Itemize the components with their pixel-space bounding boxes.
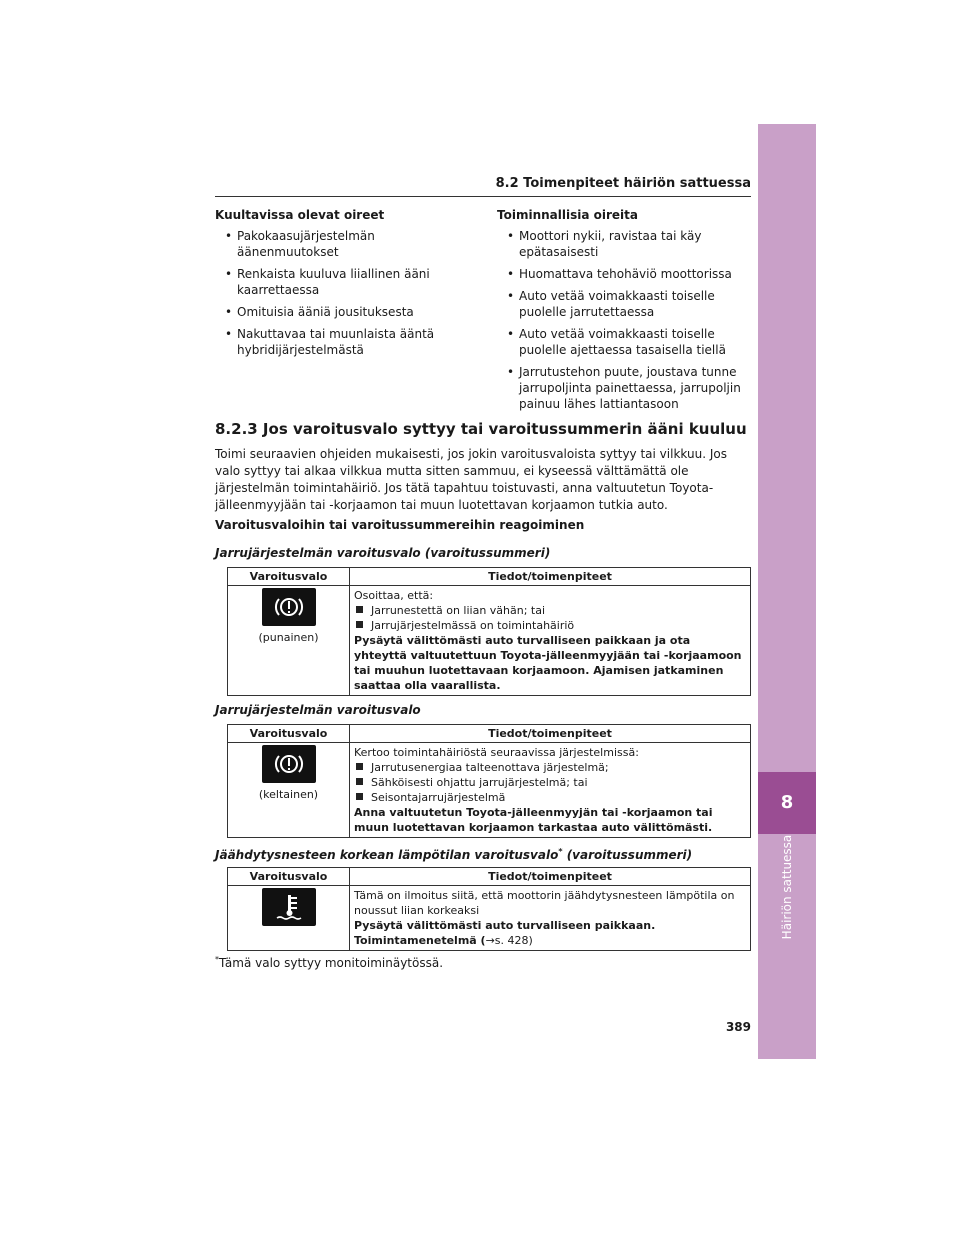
list-item: • Renkaista kuuluva liiallinen ääni kaarrettaessa <box>215 266 460 298</box>
procedure-line: Toimintamenetelmä (→s. 428) <box>354 934 533 947</box>
column-header: Tiedot/toimenpiteet <box>350 568 751 586</box>
table-caption: Jarrujärjestelmän varoitusvalo <box>215 703 421 717</box>
section-paragraph: Toimi seuraavien ohjeiden mukaisesti, jos jokin varoitusvaloista syttyy tai vilkkuu. Jos valo syttyy tai alkaa vilkkua mutta sitten sammuu, ei kyseessä välttämättä ole järjestelmän toimintahäiriö. Jos tätä tapahtuu toistuvasti, anna valtuutetun Toyota-jälleenmyyjään tai -korjaamon tai muun luotettavan korjaamon tutkia auto. <box>215 447 727 512</box>
page-reference-link[interactable]: →s. 428 <box>485 934 529 947</box>
footnote-mark: * <box>558 847 563 856</box>
table-caption <box>215 847 692 862</box>
functional-symptoms-list <box>497 208 747 412</box>
column-header: Varoitusvalo <box>228 725 350 743</box>
details-action: Pysäytä välittömästi auto turvalliseen paikkaan. <box>354 919 656 932</box>
caption-text: Jäähdytysnesteen korkean lämpötilan varoitusvalo <box>215 848 559 862</box>
list-item: • Pakokaasujärjestelmän äänenmuutokset <box>215 228 460 260</box>
section-title: 8.2.3 Jos varoitusvalo syttyy tai varoitussummerin ääni kuuluu <box>215 420 747 438</box>
audible-symptoms-list <box>215 208 460 358</box>
footnote-text: Tämä valo syttyy monitoiminäytössä. <box>219 956 444 970</box>
brake-warning-icon <box>262 745 316 783</box>
list-item: • Moottori nykii, ravistaa tai käy epätasaisesti <box>497 228 747 260</box>
details-intro: Osoittaa, että: <box>354 589 434 602</box>
header-rule <box>215 196 751 197</box>
details-intro: Kertoo toimintahäiriöstä seuraavissa järjestelmissä: <box>354 746 639 759</box>
page-number: 389 <box>725 1020 751 1034</box>
warning-table-coolant <box>227 867 751 951</box>
bullet-item: Jarrunestettä on liian vähän; tai <box>354 603 746 618</box>
details-action: Anna valtuutetun Toyota-jälleenmyyjän tai -korjaamon tai muun luotettavan korjaamon tarkastaa auto välittömästi. <box>354 806 713 834</box>
column-header: Varoitusvalo <box>228 868 350 886</box>
list-item: • Auto vetää voimakkaasti toiselle puolelle jarrutettaessa <box>497 288 747 320</box>
chapter-label <box>760 834 816 948</box>
caption-suffix: (varoitussummeri) <box>562 848 693 862</box>
list-item: • Jarrutustehon puute, joustava tunne jarrupoljinta painettaessa, jarrupoljin painuu lähes lattiantasoon <box>497 364 747 412</box>
details-intro: Tämä on ilmoitus siitä, että moottorin jäähdytysnesteen lämpötila on noussut liian korkeaksi <box>354 889 735 917</box>
brake-warning-icon <box>262 588 316 626</box>
chapter-number: 8 <box>758 772 816 834</box>
details-action: Pysäytä välittömästi auto turvalliseen paikkaan ja ota yhteyttä valtuutettuun Toyota-jälleenmyyjään tai -korjaamoon tai muuhun luotettavaan korjaamoon. Ajamisen jatkaminen saattaa olla vaarallista. <box>354 634 742 692</box>
bullet-item: Jarrutusenergiaa talteenottava järjestelmä; <box>354 760 746 775</box>
table-caption: Jarrujärjestelmän varoitusvalo (varoitussummeri) <box>215 546 551 560</box>
audible-symptoms-heading: Kuultavissa olevat oireet <box>215 208 385 222</box>
warning-table-brake-red <box>227 567 751 696</box>
icon-color-label: (keltainen) <box>258 788 319 801</box>
column-header: Varoitusvalo <box>228 568 350 586</box>
coolant-temperature-icon <box>262 888 316 926</box>
bullet-item: Sähköisesti ohjattu jarrujärjestelmä; tai <box>354 775 746 790</box>
footnote-mark: * <box>215 955 219 964</box>
warning-light-cell <box>228 586 350 696</box>
bullet-item: Seisontajarrujärjestelmä <box>354 790 746 805</box>
chapter-label-text: Häiriön sattuessa <box>780 834 794 940</box>
details-cell <box>350 586 751 696</box>
list-item: • Nakuttavaa tai muunlaista ääntä hybridijärjestelmästä <box>215 326 460 358</box>
details-cell <box>350 743 751 838</box>
warning-light-cell <box>228 743 350 838</box>
page-header-title: 8.2 Toimenpiteet häiriön sattuessa <box>495 176 751 191</box>
footnote <box>215 955 443 970</box>
list-item: • Huomattava tehohäviö moottorissa <box>497 266 747 282</box>
list-item: • Omituisia ääniä jousituksesta <box>215 304 460 320</box>
icon-color-label: (punainen) <box>258 631 319 644</box>
warning-light-cell <box>228 886 350 951</box>
section-subheading: Varoitusvaloihin tai varoitussummereihin reagoiminen <box>215 518 585 532</box>
warning-table-brake-yellow <box>227 724 751 838</box>
details-cell <box>350 886 751 951</box>
column-header: Tiedot/toimenpiteet <box>350 868 751 886</box>
functional-symptoms-heading: Toiminnallisia oireita <box>497 208 638 222</box>
bullet-item: Jarrujärjestelmässä on toimintahäiriö <box>354 618 746 633</box>
list-item: • Auto vetää voimakkaasti toiselle puolelle ajettaessa tasaisella tiellä <box>497 326 747 358</box>
column-header: Tiedot/toimenpiteet <box>350 725 751 743</box>
